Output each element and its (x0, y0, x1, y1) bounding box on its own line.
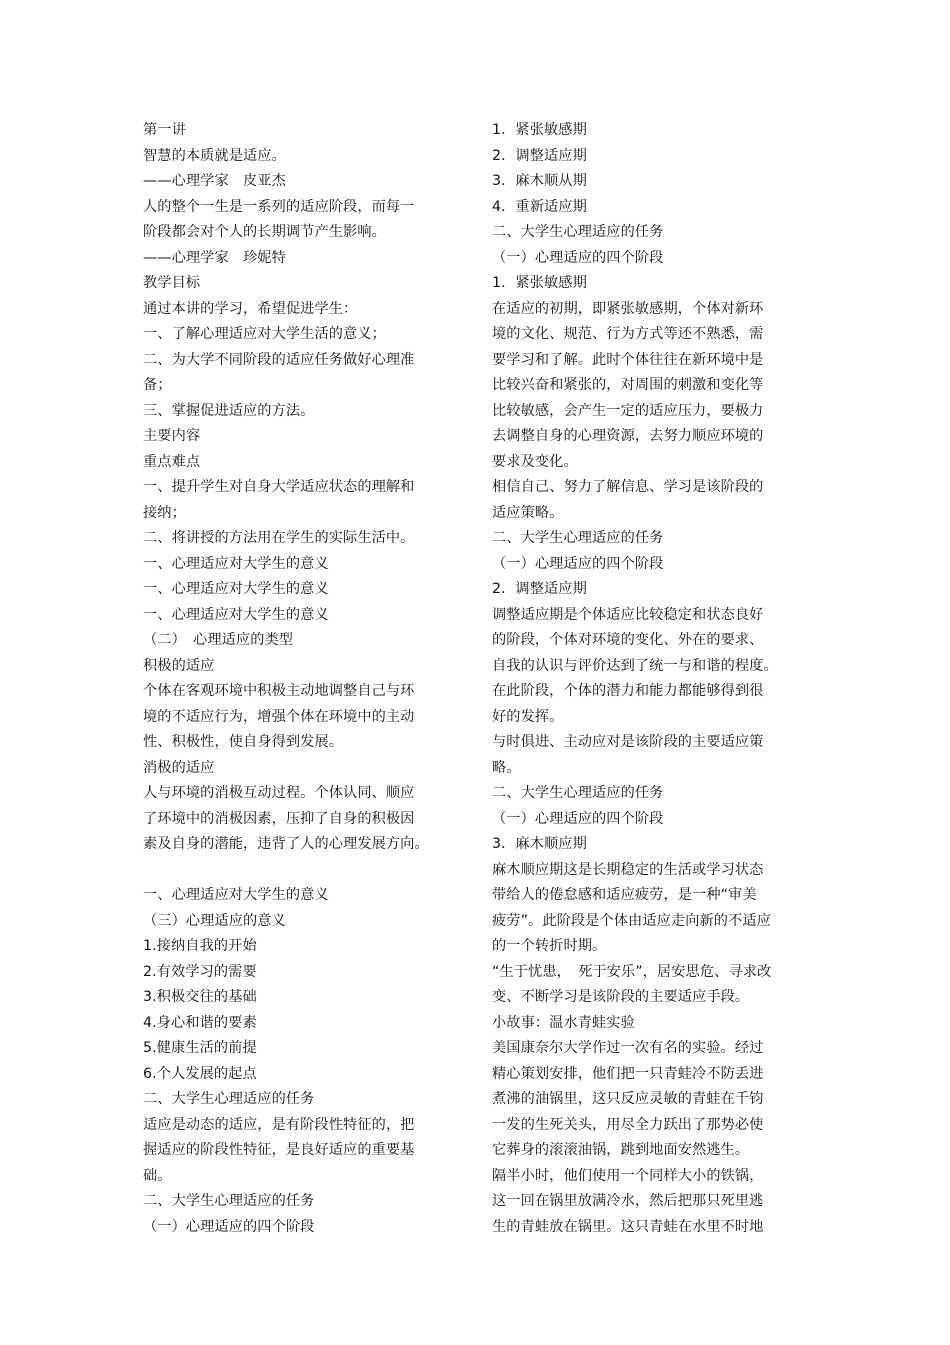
left-column-text-line: 1.接纳自我的开始 (143, 938, 257, 954)
left-column-text-line: 4.身心和谐的要素 (143, 1014, 257, 1031)
left-text-column (143, 118, 443, 1240)
right-column-text-line: 自我的认识与评价达到了统一与和谐的程度。 (492, 657, 778, 674)
right-column-text-line: 带给人的倦怠感和适应疲劳，是一种“审美 (492, 887, 757, 903)
right-column-text-line: 的一个转折时期。 (492, 938, 607, 954)
left-column-text-line: 人的整个一生是一系列的适应阶段，而每一 (143, 198, 415, 215)
right-column-text-line: 境的文化、规范、行为方式等还不熟悉，需 (492, 326, 764, 342)
right-column-text-line: 相信自己、努力了解信息、学习是该阶段的 (492, 479, 764, 495)
right-text-column (492, 118, 797, 1240)
left-column-text-line: （二） 心理适应的类型 (143, 632, 294, 648)
left-column-text-line: 性、积极性，使自身得到发展。 (143, 734, 344, 750)
left-column-text-line: 积极的适应 (143, 657, 215, 674)
right-column-text-line: 小故事：温水青蛙实验 (492, 1014, 635, 1031)
left-column-text-line: 一、了解心理适应对大学生活的意义； (143, 326, 386, 342)
left-column-blank-line (143, 858, 443, 884)
left-column-text-line: 接纳； (143, 504, 186, 521)
right-column-text-line: 2．调整适应期 (492, 581, 587, 597)
left-column-text-line: 握适应的阶段性特征，是良好适应的重要基 (143, 1142, 415, 1158)
left-column-text-line: 主要内容 (143, 428, 201, 444)
right-column-text-line: 它葬身的滚滚油锅，跳到地面安然逃生。 (492, 1142, 750, 1158)
right-column-text-line: 变、不断学习是该阶段的主要适应手段。 (492, 989, 750, 1005)
left-column-text-line: 了环境中的消极因素，压抑了自身的积极因 (143, 810, 415, 827)
left-column-text-line: 二、大学生心理适应的任务 (143, 1193, 315, 1209)
right-column-text-line: 这一回在锅里放满冷水，然后把那只死里逃 (492, 1193, 764, 1209)
left-column-text-line: 人与环境的消极互动过程。个体认同、顺应 (143, 785, 415, 801)
left-column-text-line: 6.个人发展的起点 (143, 1065, 257, 1082)
right-column-text-line: 要求及变化。 (492, 453, 578, 470)
right-column-text-line: 3．麻木顺从期 (492, 173, 587, 189)
left-column-text-line: 消极的适应 (143, 759, 215, 776)
left-column-text-line: 一、提升学生对自身大学适应状态的理解和 (143, 479, 415, 495)
left-column-text-line: 一、心理适应对大学生的意义 (143, 555, 329, 572)
right-column-text-line: 好的发挥。 (492, 708, 564, 725)
right-column-text-line: 4．重新适应期 (492, 198, 587, 215)
right-column-text-line: （一）心理适应的四个阶段 (492, 249, 664, 266)
right-column-text-line: 1．紧张敏感期 (492, 275, 587, 291)
right-column-text-line: 1．紧张敏感期 (492, 122, 587, 138)
right-column-text-line: 调整适应期是个体适应比较稳定和状态良好 (492, 606, 764, 623)
right-column-text-line: （一）心理适应的四个阶段 (492, 810, 664, 827)
left-column-text-line: 境的不适应行为，增强个体在环境中的主动 (143, 708, 415, 725)
left-column-text-line: 一、心理适应对大学生的意义 (143, 606, 329, 623)
right-column-text-line: 3．麻木顺应期 (492, 836, 587, 852)
right-column-text-line: 与时俱进、主动应对是该阶段的主要适应策 (492, 734, 764, 750)
right-column-text-line: 美国康奈尔大学作过一次有名的实验。经过 (492, 1040, 764, 1056)
right-column-text-line: 比较敏感，会产生一定的适应压力，要极力 (492, 402, 764, 419)
right-column-text-line: 麻木顺应期这是长期稳定的生活或学习状态 (492, 861, 764, 878)
left-column-text-line: 二、将讲授的方法用在学生的实际生活中。 (143, 530, 415, 546)
right-column-text-line: 精心策划安排，他们把一只青蛙冷不防丢进 (492, 1065, 764, 1082)
left-column-text-line: 二、为大学不同阶段的适应任务做好心理准 (143, 351, 415, 368)
right-column-text-line: 的阶段，个体对环境的变化、外在的要求、 (492, 632, 764, 648)
right-column-text-line: 生的青蛙放在锅里。这只青蛙在水里不时地 (492, 1218, 764, 1235)
left-column-text-line: 5.健康生活的前提 (143, 1040, 257, 1056)
left-column-text-line: 备； (143, 377, 172, 393)
right-column-text-line: 要学习和了解。此时个体往往在新环境中是 (492, 351, 764, 368)
left-column-text-line: 智慧的本质就是适应。 (143, 147, 286, 164)
right-column-text-line: 二、大学生心理适应的任务 (492, 530, 664, 546)
left-column-text-line: 阶段都会对个人的长期调节产生影响。 (143, 224, 386, 240)
left-column-text-line: （一）心理适应的四个阶段 (143, 1218, 315, 1235)
left-column-text-line: 教学目标 (143, 275, 201, 291)
left-column-text-line: 二、大学生心理适应的任务 (143, 1091, 315, 1107)
right-column-text-line: 适应策略。 (492, 504, 564, 521)
left-column-text-line: 础。 (143, 1167, 172, 1184)
right-column-text-line: 隔半小时，他们使用一个同样大小的铁锅， (492, 1167, 764, 1184)
left-column-text-line: 三、掌握促进适应的方法。 (143, 402, 315, 419)
left-column-text-line: ——心理学家 皮亚杰 (143, 173, 286, 189)
right-column-text-line: 二、大学生心理适应的任务 (492, 224, 664, 240)
right-column-text-line: 去调整自身的心理资源，去努力顺应环境的 (492, 428, 764, 444)
right-column-text-line: 一发的生死关头，用尽全力跃出了那势必使 (492, 1116, 764, 1133)
right-column-text-line: “生于忧患， 死于安乐”，居安思危、寻求改 (492, 963, 772, 980)
right-column-text-line: 比较兴奋和紧张的，对周围的刺激和变化等 (492, 377, 764, 393)
left-column-text-line: 3.积极交往的基础 (143, 989, 257, 1005)
left-column-text-line: 通过本讲的学习，希望促进学生： (143, 300, 358, 317)
left-column-text-line: 2.有效学习的需要 (143, 963, 257, 980)
left-column-text-line: 一、心理适应对大学生的意义 (143, 887, 329, 903)
right-column-text-line: 二、大学生心理适应的任务 (492, 785, 664, 801)
left-column-text-line: 个体在客观环境中积极主动地调整自己与环 (143, 683, 415, 699)
left-column-text-line: （三）心理适应的意义 (143, 912, 286, 929)
right-column-text-line: 煮沸的油锅里，这只反应灵敏的青蛙在千钧 (492, 1091, 764, 1107)
right-column-text-line: 在适应的初期，即紧张敏感期，个体对新环 (492, 300, 764, 317)
right-column-text-line: 在此阶段，个体的潜力和能力都能够得到很 (492, 683, 764, 699)
left-column-text-line: 素及自身的潜能，违背了人的心理发展方向。 (143, 836, 429, 852)
right-column-text-line: 2．调整适应期 (492, 147, 587, 164)
left-column-text-line: 适应是动态的适应，是有阶段性特征的，把 (143, 1116, 415, 1133)
left-column-text-line: ——心理学家 珍妮特 (143, 249, 286, 266)
left-column-text-line: 重点难点 (143, 453, 201, 470)
left-column-text-line: 一、心理适应对大学生的意义 (143, 581, 329, 597)
right-column-text-line: （一）心理适应的四个阶段 (492, 555, 664, 572)
right-column-text-line: 略。 (492, 759, 521, 776)
right-column-text-line: 疲劳”。此阶段是个体由适应走向新的不适应 (492, 912, 771, 929)
left-column-text-line: 第一讲 (143, 122, 186, 138)
